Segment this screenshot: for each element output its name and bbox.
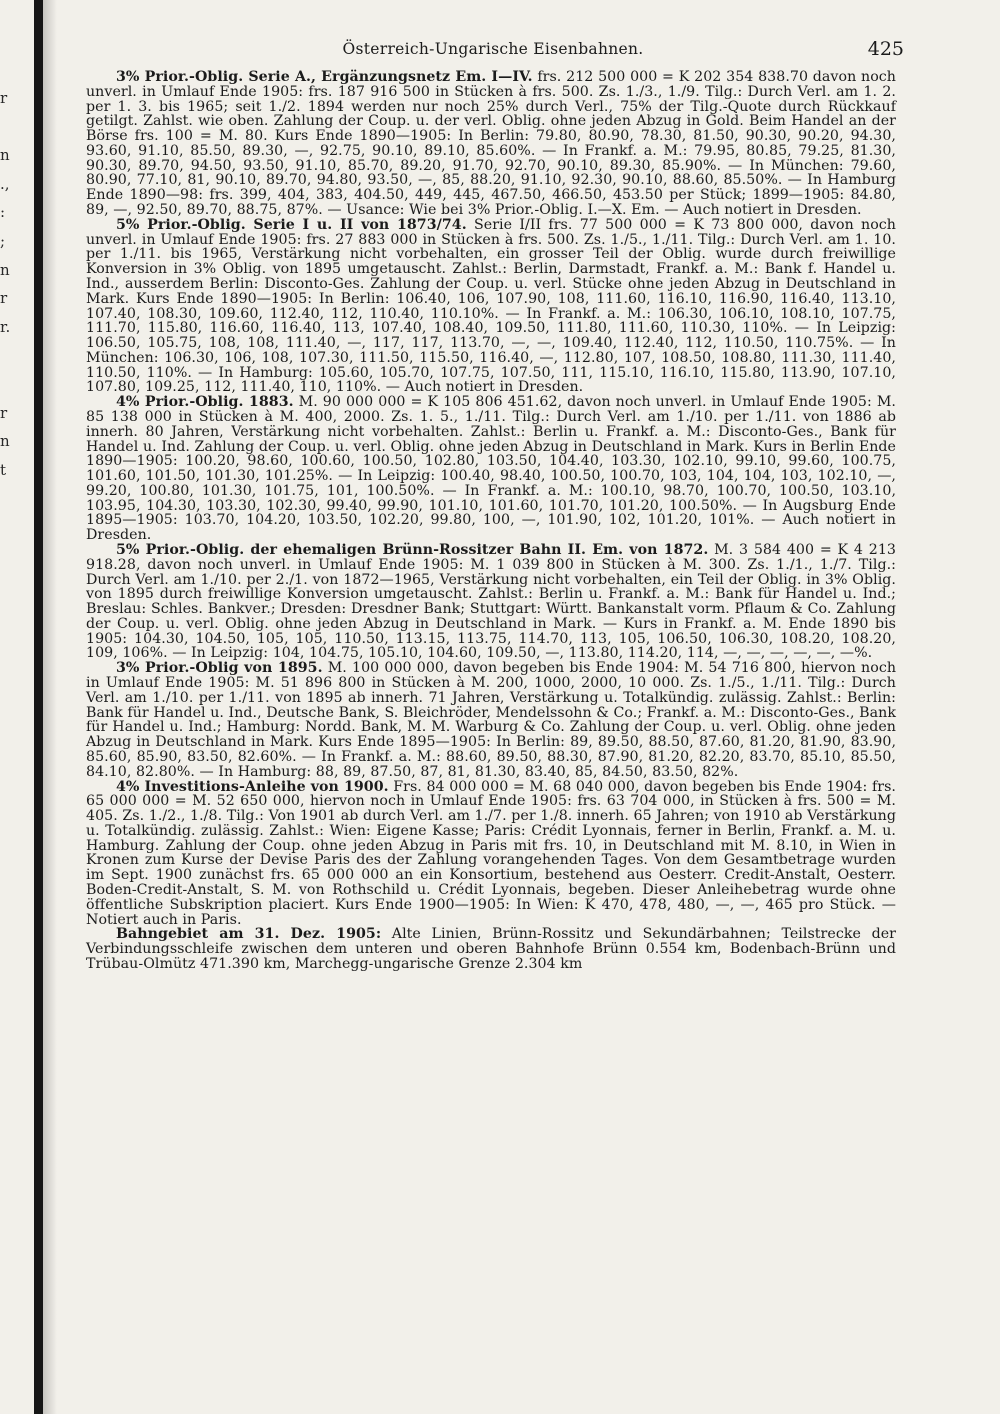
bond-entry [86,543,896,661]
margin-fragment [0,341,16,370]
page-header [80,36,906,68]
bond-entry [86,218,896,395]
page-number: 425 [867,38,904,60]
entry-text: M. 3 584 400 = K 4 213 918.28, davon noch unverl. in Umlauf Ende 1905: M. 1 039 800 in Stücken à M. 300. Zs. 1./1., 1./7. Tilg.: Durch Verl. am 1./10. per 2./1. von 1872—1965, Verstärkung nicht vorbehalten, ein Teil der Oblig. in 3% Oblig. von 1895 durch freiwillige Konversion umgetauscht. Zahlst.: Berlin u. Frankf. a. M.: Bank für Handel u. Ind.; Breslau: Schles. Bankver.; Dresden: Dresdner Bank; Stuttgart: Württ. Bankanstalt vorm. Pflaum & Co. Zahlung der Coup. u. verl. Oblig. ohne jeden Abzug in Deutschland in Mark. — Kurs in Frankf. a. M. Ende 1890 bis 1905: 104.30, 104.50, 105, 105, 110.50, 113.15, 113.75, 114.70, 113, 105, 106.50, 106.30, 108.20, 108.20, 109, 106%. — In Leipzig: 104, 104.75, 105.10, 104.60, 109.50, —, 113.80, 114.20, 114, —, —, —, —, —, —%. [86,542,896,662]
margin-fragment: n [0,146,10,165]
margin-fragment: t [0,460,7,479]
margin-fragment: n [0,432,10,451]
margin-fragment [0,370,16,399]
entry-text: Serie I/II frs. 77 500 000 = K 73 800 000, davon noch unverl. in Umlauf Ende 1905: frs. 27 883 000 in Stücken à frs. 500. Zs. 1./5., 1./11. Tilg.: Durch Verl. am 1. 10. per 1./11. bis 1965, Verstärkung nicht vorbehalten, ein grosser Teil der Oblig. wurde durch freiwillige Konversion in 3% Oblig. von 1895 umgetauscht. Zahlst.: Berlin, Darmstadt, Frankf. a. M.: Bank f. Handel u. Ind., ausserdem Berlin: Disconto-Ges. Zahlung der Coup. u. verl. Stücke ohne jeden Abzug in Deutschland in Mark. Kurs Ende 1890—1905: In Berlin: 106.40, 106, 107.90, 108, 111.60, 116.10, 116.90, 116.40, 113.10, 107.40, 108.30, 109.60, 112.40, 112, 110.40, 110.10%. — In Frankf. a. M.: 106.30, 106.10, 108.10, 107.75, 111.70, 115.80, 116.60, 116.40, 113, 107.40, 108.40, 109.50, 111.80, 111.60, 110.30, 110%. — In Leipzig: 106.50, 105.75, 108, 108, 111.40, —, 117, 117, 113.70, —, —, 109.40, 112.40, 112, 110.50, 110.75%. — In München: 106.30, 106, 108, 107.30, 111.50, 115.50, 116.40, —, 112.80, 107, 108.50, 108.80, 111.30, 111.40, 110.50, 110%. — In Hamburg: 105.60, 105.70, 107.75, 107.50, 111, 115.10, 116.10, 115.80, 113.90, 107.10, 107.80, 109.25, 112, 111.40, 110, 110%. — Auch notiert in Dresden. [86,216,896,396]
bond-entry [86,661,896,779]
margin-fragment: r [0,89,8,107]
entry-heading: 5% Prior.-Oblig. Serie I u. II von 1873/74. [116,216,467,233]
margin-fragment: n [0,260,10,279]
network-entry [86,927,896,971]
entry-text: frs. 212 500 000 = K 202 354 838.70 davon noch unverl. in Umlauf Ende 1905: frs. 187 916 500 in Stücken à frs. 500. Zs. 1./3., 1./9. Tilg.: Durch Verl. am 1. 2. per 1. 3. bis 1965; seit 1./2. 1894 werden nur noch 25% durch Verl., 75% der Tilg.-Quote durch Rückkauf getilgt. Zahlst. wie oben. Zahlung der Coup. u. der verl. Oblig. ohne jeden Abzug in Gold. Beim Handel an der Börse frs. 100 = M. 80. Kurs Ende 1890—1905: In Berlin: 79.80, 80.90, 78.30, 81.50, 90.30, 90.20, 94.30, 93.60, 91.10, 85.50, 89.30, —, 92.75, 90.10, 89.10, 85.60%. — In Frankf. a. M.: 79.95, 80.85, 79.25, 81.30, 90.30, 89.70, 94.50, 93.50, 91.10, 85.70, 89.20, 91.70, 92.70, 90.10, 89.30, 85.90%. — In München: 79.60, 80.90, 77.10, 81, 90.10, 89.70, 94.80, 93.50, —, 85, 88.20, 91.10, 92.30, 90.10, 88.60, 85.50%. — In Hamburg Ende 1890—98: frs. 399, 404, 383, 404.50, 449, 445, 467.50, 466.50, 453.50 per Stück; 1899—1905: 84.80, 89, —, 92.50, 89.70, 88.75, 87%. — Usance: Wie bei 3% Prior.-Oblig. I.—X. Em. — Auch notiert in Dresden. [86,69,896,219]
book-spine-edge [34,0,43,1414]
entry-heading: 3% Prior.-Oblig von 1895. [116,660,323,677]
margin-fragment: r [0,289,8,308]
entry-heading: Bahngebiet am 31. Dez. 1905: [116,926,382,943]
running-title: Österreich-Ungarische Eisenbahnen. [342,40,644,58]
page-body [86,70,896,972]
entry-text: M. 90 000 000 = K 105 806 451.62, davon noch unverl. in Umlauf Ende 1905: M. 85 138 000 in Stücken à M. 400, 2000. Zs. 1. 5., 1./11. Tilg.: Durch Verl. am 1./10. per 1./11. von 1886 ab innerh. 80 Jahren, Verstärkung nicht vorbehalten. Zahlst.: Berlin u. Frankf. a. M.: Disconto-Ges., Bank für Handel u. Ind. Zahlung der Coup. u. verl. Oblig. ohne jeden Abzug in Deutschland in Mark. Kurs in Berlin Ende 1890—1905: 100.20, 98.60, 100.60, 100.50, 102.80, 103.50, 104.40, 103.30, 102.10, 99.10, 99.60, 100.75, 101.60, 101.50, 101.30, 101.25%. — In Leipzig: 100.40, 98.40, 100.50, 100.70, 103, 104, 104, 103, 102.10, —, 99.20, 100.80, 101.30, 101.75, 101, 100.50%. — In Frankf. a. M.: 100.10, 98.70, 100.70, 100.50, 103.10, 103.95, 104.30, 103.30, 102.30, 99.40, 99.90, 101.10, 101.60, 101.70, 101.20, 100.50%. — In Augsburg Ende 1895—1905: 103.70, 104.20, 103.50, 102.20, 99.80, 100, —, 101.90, 102, 101.20, 101%. — Auch notiert in Dresden. [86,394,896,544]
spine-shadow [43,0,57,1414]
entry-heading: 4% Investitions-Anleihe von 1900. [116,778,389,795]
entry-heading: 3% Prior.-Oblig. Serie A., Ergänzungsnetz Em. I—IV. [116,69,533,85]
entry-heading: 5% Prior.-Oblig. der ehemaligen Brünn-Rossitzer Bahn II. Em. von 1872. [116,542,709,558]
margin-fragment: : [0,203,6,222]
entry-text: Alte Linien, Brünn-Rossitz und Sekundärbahnen; Teilstrecke der Verbindungsschleife zwischen dem unteren und oberen Bahnhofe Brünn 0.554 km, Bodenbach-Brünn und Trübau-Olmütz 471.390 km, Marchegg-ungarische Grenze 2.304 km [86,926,896,972]
entry-heading: 4% Prior.-Oblig. 1883. [116,394,294,411]
previous-page-margin [0,84,16,484]
margin-fragment: ; [0,231,6,250]
bond-entry [86,70,896,218]
entry-text: M. 100 000 000, davon begeben bis Ende 1904: M. 54 716 800, hiervon noch in Umlauf Ende 1905: M. 51 896 800 in Stücken à M. 200, 1000, 2000, 10 000. Zs. 1./5., 1./11. Tilg.: Durch Verl. am 1./10. per 1./11. von 1895 ab innerh. 71 Jahren, Verstärkung u. Totalkündig. zulässig. Zahlst.: Berlin: Bank für Handel u. Ind., Deutsche Bank, S. Bleichröder, Mendelssohn & Co.; Frankf. a. M.: Disconto-Ges., Bank für Handel u. Ind.; Hamburg: Nordd. Bank, M. M. Warburg & Co. Zahlung der Coup. u. verl. Oblig. ohne jeden Abzug in Deutschland in Mark. Kurs Ende 1895—1905: In Berlin: 89, 89.50, 88.50, 87.60, 81.20, 81.90, 83.90, 85.60, 85.90, 83.50, 82.60%. — In Frankf. a. M.: 88.60, 89.50, 88.30, 87.90, 81.20, 82.20, 83.70, 85.10, 85.50, 84.10, 82.80%. — In Hamburg: 88, 89, 87.50, 87, 81, 81.30, 83.40, 85, 84.50, 83.50, 82%. [86,660,897,780]
entry-text: Frs. 84 000 000 = M. 68 040 000, davon begeben bis Ende 1904: frs. 65 000 000 = M. 52 650 000, hiervon noch in Umlauf Ende 1905: frs. 63 704 000, in Stücken à frs. 500 = M. 405. Zs. 1./2., 1./8. Tilg.: Von 1901 ab durch Verl. am 1./7. per 1./8. innerh. 65 Jahren; von 1910 ab Verstärkung u. Totalkündig. zulässig. Zahlst.: Wien: Eigene Kasse; Paris: Crédit Lyonnais, ferner in Berlin, Frankf. a. M. u. Hamburg. Zahlung der Coup. ohne jeden Abzug in Paris mit frs. 10, in Deutschland mit M. 8.10, in Wien in Kronen zum Kurse der Devise Paris des der Zahlung vorangehenden Tages. Von dem Gesamtbetrage wurden im Sept. 1900 zunächst frs. 65 000 000 an ein Konsortium, bestehend aus Oesterr. Credit-Anstalt, Oesterr. Boden-Credit-Anstalt, S. M. von Rothschild u. Crédit Lyonnais, begeben. Dieser Anleihebetrag wurde ohne öffentliche Subskription placiert. Kurs Ende 1900—1905: In Wien: K 470, 478, 480, —, —, 465 pro Stück. — Notiert auch in Paris. [86,778,896,928]
margin-fragment [0,113,16,142]
margin-fragment: ., [0,174,10,193]
bond-entry [86,780,896,928]
margin-fragment: r. [0,317,11,336]
bond-entry [86,395,896,543]
margin-fragment: r [0,403,8,422]
